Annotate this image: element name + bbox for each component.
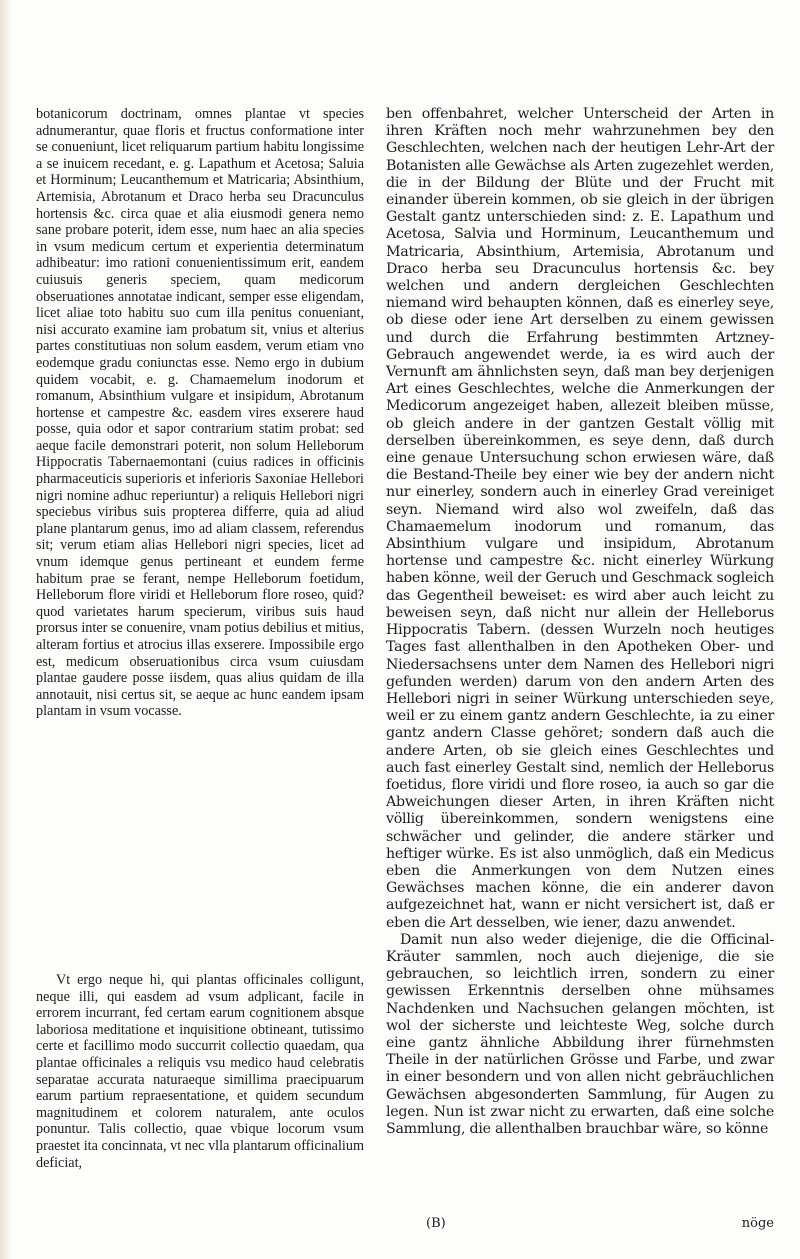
german-column — [386, 106, 774, 1138]
page-edge — [0, 0, 12, 1259]
catchword: nöge — [741, 1216, 774, 1231]
signature-mark: (B) — [426, 1216, 446, 1231]
german-paragraph-1: ben offenbahret, welcher Unterscheid der Arten in ihren Kräften noch mehr wahrzunehmen bey den Geschlechten, welchen nach der heutigen Lehr-Art der Botanisten alle Gewächse als Arten zugezehlet werden, die in der Bildung der Blüte und der Frucht mit einander überein kommen, ob sie gleich in der übrigen Gestalt gantz unterschieden sind: z. E. Lapathum und Acetosa, Salvia und Horminum, Leucanthemum und Matricaria, Absinthium, Artemisia, Abrotanum und Draco herba seu Dracunculus hortensis &c. bey welchen und andern dergleichen Geschlechten niemand wird behaupten können, daß es einerley seye, ob diese oder iene Art derselben zu einem gewissen und durch die Erfahrung bestimmten Artzney-Gebrauch angewendet werde, ia es wird auch der Vernunft am ähnlichsten seyn, daß man bey derjenigen Art eines Geschlechtes, welche die Anmerkungen der Medicorum angezeiget haben, allezeit bleiben müsse, ob gleich andere in der gantzen Gestalt völlig mit derselben übereinkommen, es seye denn, daß durch eine genaue Untersuchung schon erwiesen wäre, daß die Bestand-Theile bey einer wie bey der andern nicht nur einerley, sondern auch in einerley Grad vereiniget seyn. Niemand wird also wol zweifeln, daß das Chamaemelum inodorum und romanum, das Absinthium vulgare und insipidum, Abrotanum hortense und campestre &c. nicht einerley Würkung haben könne, weil der Geruch und Geschmack sogleich das Gegentheil beweiset: es wird aber auch leicht zu beweisen seyn, daß nicht nur allein der Helleborus Hippocratis Tabern. (dessen Wurzeln noch heutiges Tages fast allenthalben in den Apotheken Ober- und Niedersachsens unter dem Namen des Hellebori nigri gefunden werden) darum von den andern Arten des Hellebori nigri in seiner Würkung unterschieden seye, weil er zu einem gantz andern Geschlechte, ia zu einer gantz andern Classe gehöret; sondern daß auch die andere Arten, ob sie gleich eines Geschlechtes und auch fast einerley Gestalt sind, nemlich der Helleborus foetidus, flore viridi und flore roseo, ia auch so gar die Abweichungen dieser Arten, in ihren Kräften nicht völlig übereinkommen, sondern wenigstens eine schwächer und gelinder, die andere stärker und heftiger würke. Es ist also unmöglich, daß ein Medicus eben die Anmerkungen von dem Nutzen eines Gewächses machen könne, die ein anderer davon aufgezeichnet hat, wann er nicht versichert ist, daß er eben die Art desselben, wie iener, dazu anwendet. — [386, 106, 774, 931]
latin-paragraph-2: Vt ergo neque hi, qui plantas officinales colligunt, neque illi, qui easdem ad vsum adplicant, facile in errorem incurrant, fed certam earum cognitionem absque laboriosa meditatione et inquisitione obtineant, tutissimo certe et facillimo modo succurrit collectio quaedam, qua plantae officinales a reliquis vsu medico haud celebratis separatae accurata naturaeque simillima praecipuarum earum partium repraesentatione, et quidem secundum magnitudinem et colorem naturalem, ante oculos ponuntur. Talis collectio, quae vbique locorum vsum praestet ita concinnata, vt nec vlla plantarum officinalium deficiat, — [36, 971, 364, 1171]
latin-paragraph-1: botanicorum doctrinam, omnes plantae vt species adnumerantur, quae floris et fructus conformatione inter se conueniunt, licet reliquarum partium habitu longissime a se inuicem recedant, e. g. Lapathum et Acetosa; Saluia et Horminum; Leucanthemum et Matricaria; Absinthium, Artemisia, Abrotanum et Draco herba seu Dracunculus hortensis &c. circa quae et alia eiusmodi genera nemo sane probare poterit, idem esse, num haec an alia species in vsum medicum certum et experientia determinatum adhibeatur: imo rationi conuenientissimum erit, eandem cuiusuis generis speciem, quam medicorum obseruationes annotatae indicant, semper esse eligendam, licet aliae toto habitu suo cum illa penitus conueniant, nisi accurato examine iam probatum sit, vnius et alterius partes constitutiuas non solum easdem, verum etiam vno eodemque gradu coniunctas esse. Nemo ergo in dubium quidem vocabit, e. g. Chamaemelum inodorum et romanum, Absinthium vulgare et insipidum, Abrotanum hortense et campestre &c. easdem vires exserere haud posse, quia odor et sapor contrarium statim probat: sed aeque facile demonstrari poterit, non solum Helleborum Hippocratis Tabernaemontani (cuius radices in officinis pharmaceuticis superioris et inferioris Saxoniae Hellebori nigri nomine adhuc reperiuntur) a reliquis Hellebori nigri speciebus viribus suis propterea differre, quia ad aliud plane plantarum genus, imo ad aliam classem, referendus sit; verum etiam alias Hellebori nigri species, licet ad vnum idemque genus pertineant et eundem ferme habitum prae se ferant, nempe Helleborum foetidum, Helleborum flore viridi et Helleborum flore roseo, quid? quod varietates harum specierum, viribus suis haud prorsus inter se conuenire, vnam potius debilius et mitius, alteram fortius et atrocius illas exserere. Impossibile ergo est, medicum obseruationibus circa vsum cuiusdam plantae gaudere posse iisdem, quas alius quidam de illa annotauit, nisi certus sit, se aeque ac hunc eandem ipsam plantam in vsum vocasse. — [36, 106, 364, 720]
page-footer — [386, 1216, 774, 1231]
latin-column — [36, 106, 364, 1171]
german-paragraph-2: Damit nun also weder diejenige, die die Officinal-Kräuter sammlen, noch auch diejenige, die sie gebrauchen, so leichtlich irren, sondern zu einer gewissen Erkenntnis derselben ohne mühsames Nachdenken und Nachsuchen gelangen möchten, ist wol der sicherste und leichteste Weg, solche durch eine gantz ähnliche Abbildung ihrer fürnehmsten Theile in der natürlichen Grösse und Farbe, und zwar in einer besondern und von allen nicht gebräuchlichen Gewächsen abgesonderten Sammlung, für Augen zu legen. Nun ist zwar nicht zu erwarten, daß eine solche Sammlung, die allenthalben brauchbar wäre, so könne — [386, 931, 774, 1137]
